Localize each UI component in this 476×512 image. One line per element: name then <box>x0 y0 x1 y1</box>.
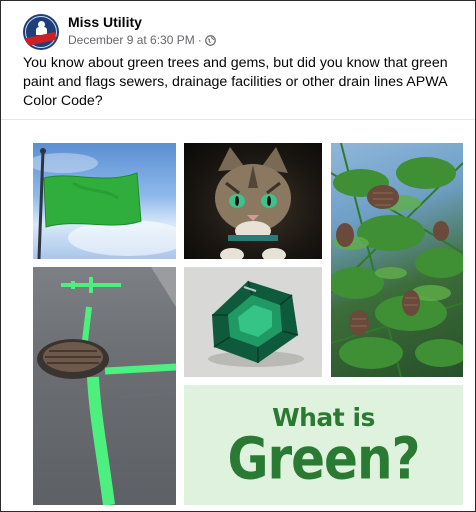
headline-green: Green? <box>227 425 420 493</box>
what-is-green-panel <box>184 385 463 505</box>
green-flag-photo <box>33 143 176 259</box>
green-eyed-cat-photo <box>184 143 322 259</box>
post-text: You know about green trees and gems, but did you know that green paint and flags sewers, drainage facilities or other drain lines APWA Color Code? <box>23 55 448 109</box>
headline-what-is: What is <box>272 403 375 432</box>
evergreen-branch-photo <box>331 143 463 377</box>
page-avatar[interactable] <box>23 14 59 50</box>
emerald-gem-photo <box>184 267 322 377</box>
post-meta <box>68 33 216 47</box>
globe-icon[interactable] <box>205 35 216 46</box>
meta-separator: · <box>197 33 202 47</box>
page-name[interactable]: Miss Utility <box>68 14 142 30</box>
post-image[interactable] <box>1 119 475 512</box>
green-paint-road-photo <box>33 267 176 505</box>
post-timestamp[interactable]: December 9 at 6:30 PM <box>68 33 195 47</box>
